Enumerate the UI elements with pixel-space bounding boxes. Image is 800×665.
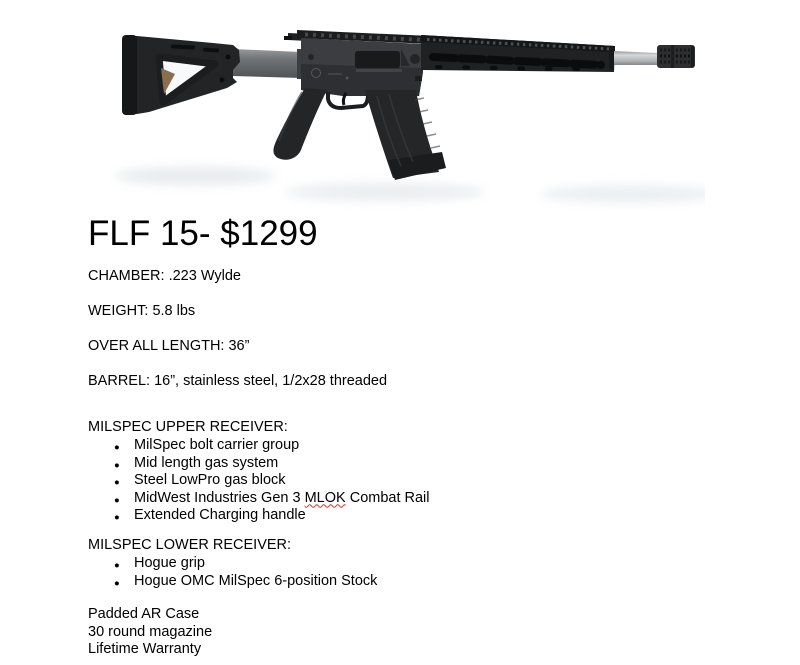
lower-receiver-heading: MILSPEC LOWER RECEIVER: — [88, 537, 292, 553]
included-line: Padded AR Case — [88, 606, 200, 622]
product-title: FLF 15- $1299 — [88, 214, 318, 253]
list-item — [88, 490, 430, 508]
pistol-grip — [273, 88, 327, 160]
rifle-stock — [122, 35, 240, 115]
muzzle-brake — [657, 45, 695, 68]
buffer-tube — [233, 49, 308, 79]
included-line: 30 round magazine — [88, 623, 213, 640]
included-items — [88, 606, 212, 659]
list-item: ● Hogue grip — [88, 555, 377, 573]
handguard — [421, 35, 615, 72]
rifle-photo — [85, 0, 705, 210]
spec-weight: WEIGHT: 5.8 lbs — [88, 303, 196, 319]
misspelled-word: MLOK — [304, 489, 346, 506]
list-item: ● Mid length gas system — [88, 455, 430, 473]
ejection-port — [355, 51, 400, 68]
upper-receiver-list — [88, 437, 430, 525]
list-item: ● Extended Charging handle — [88, 507, 430, 525]
spec-list — [88, 268, 387, 408]
upper-receiver-heading: MILSPEC UPPER RECEIVER: — [88, 419, 288, 435]
lower-receiver-list — [88, 555, 377, 590]
list-item: ● MilSpec bolt carrier group — [88, 437, 430, 455]
list-item-text: MidWest Industries Gen 3 — [134, 489, 305, 506]
trigger — [343, 93, 346, 105]
forward-assist — [410, 54, 420, 64]
list-item: ● Hogue OMC MilSpec 6-position Stock — [88, 573, 377, 591]
spec-chamber: CHAMBER: .223 Wylde — [88, 268, 241, 284]
magazine — [365, 90, 446, 180]
list-item: ● Steel LowPro gas block — [88, 472, 430, 490]
list-item-text: Combat Rail — [345, 489, 430, 506]
included-line: Lifetime Warranty — [88, 641, 202, 657]
barrel — [614, 51, 658, 65]
spec-overall-length: OVER ALL LENGTH: 36” — [88, 338, 250, 354]
spec-barrel: BARREL: 16”, stainless steel, 1/2x28 threaded — [88, 373, 388, 389]
